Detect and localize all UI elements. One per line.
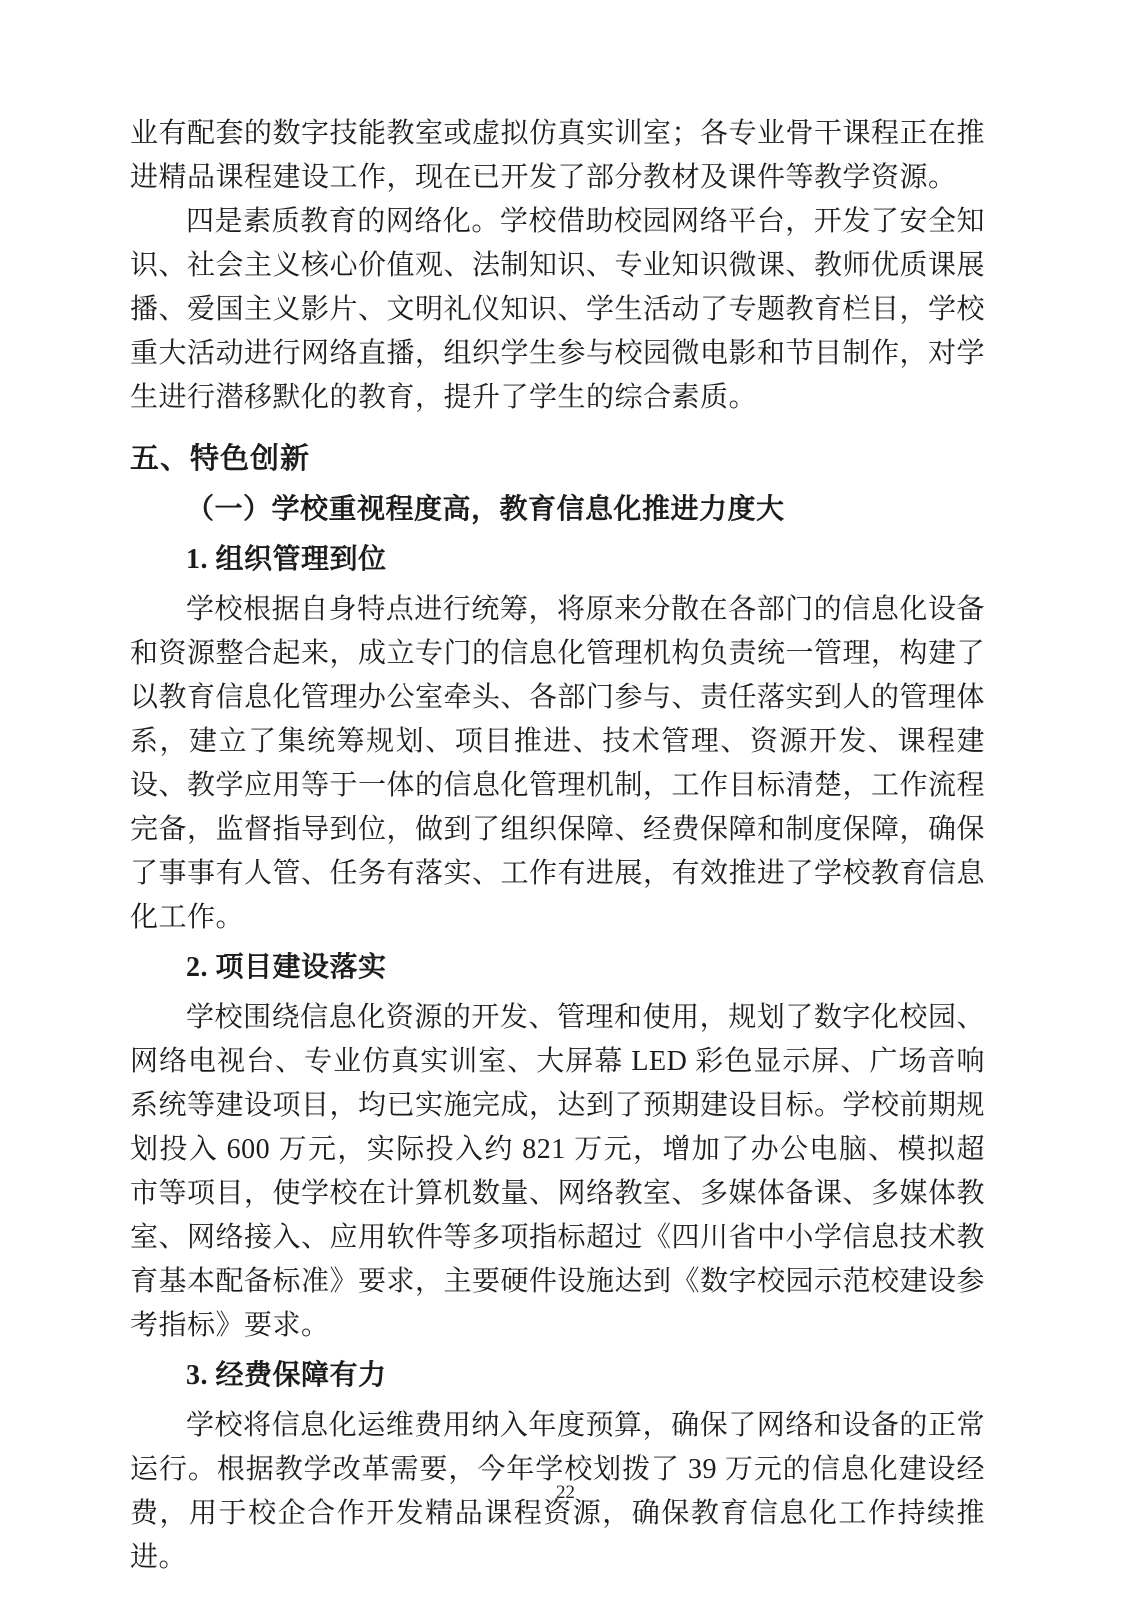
section-heading-five-innovation: 五、特色创新 [130, 443, 311, 475]
paragraph-organization-management: 学校根据自身特点进行统筹，将原来分散在各部门的信息化设备和资源整合起来，成立专门的信息化管理机构负责统一管理，构建了以教育信息化管理办公室牵头、各部门参与、责任落实到人的管理体系，建立了集统筹规划、项目推进、技术管理、资源开发、课程建设、教学应用等于一体的信息化管理机制，工作目标清楚，工作流程完备，监督指导到位，做到了组织保障、经费保障和制度保障，确保了事事有人管、任务有落实、工作有进展，有效推进了学校教育信息化工作。 [130, 594, 986, 933]
paragraph-funding-guarantee: 学校将信息化运维费用纳入年度预算，确保了网络和设备的正常运行。根据教学改革需要，今年学校划拨了 39 万元的信息化建设经费，用于校企合作开发精品课程资源，确保教育信息化工作持续推进。 [130, 1410, 985, 1573]
paragraph-project-construction: 学校围绕信息化资源的开发、管理和使用，规划了数字化校园、网络电视台、专业仿真实训室、大屏幕 LED 彩色显示屏、广场音响系统等建设项目，均已实施完成，达到了预期建设目标。学校前期规划投入 600 万元，实际投入约 821 万元，增加了办公电脑、模拟超市等项目，使学校在计算机数量、网络教室、多媒体备课、多媒体教室、网络接入、应用软件等多项指标超过《四川省中小学信息技术教育基本配备标准》要求，主要硬件设施达到《数字校园示范校建设参考指标》要求。 [130, 1002, 986, 1341]
page-number: 22 [556, 1482, 575, 1503]
item-heading-1-organization-management: 1. 组织管理到位 [186, 544, 387, 575]
item-heading-3-funding-guarantee: 3. 经费保障有力 [186, 1360, 387, 1391]
subsection-heading-school-emphasis: （一）学校重视程度高，教育信息化推进力度大 [186, 494, 785, 525]
paragraph-quality-education-networking: 四是素质教育的网络化。学校借助校园网络平台，开发了安全知识、社会主义核心价值观、法制知识、专业知识微课、教师优质课展播、爱国主义影片、文明礼仪知识、学生活动了专题教育栏目，学校重大活动进行网络直播，组织学生参与校园微电影和节目制作，对学生进行潜移默化的教育，提升了学生的综合素质。 [130, 206, 986, 413]
item-heading-2-project-construction: 2. 项目建设落实 [186, 952, 387, 983]
paragraph-continued-digital-classrooms: 业有配套的数字技能教室或虚拟仿真实训室；各专业骨干课程正在推进精品课程建设工作，现在已开发了部分教材及课件等教学资源。 [130, 118, 986, 193]
